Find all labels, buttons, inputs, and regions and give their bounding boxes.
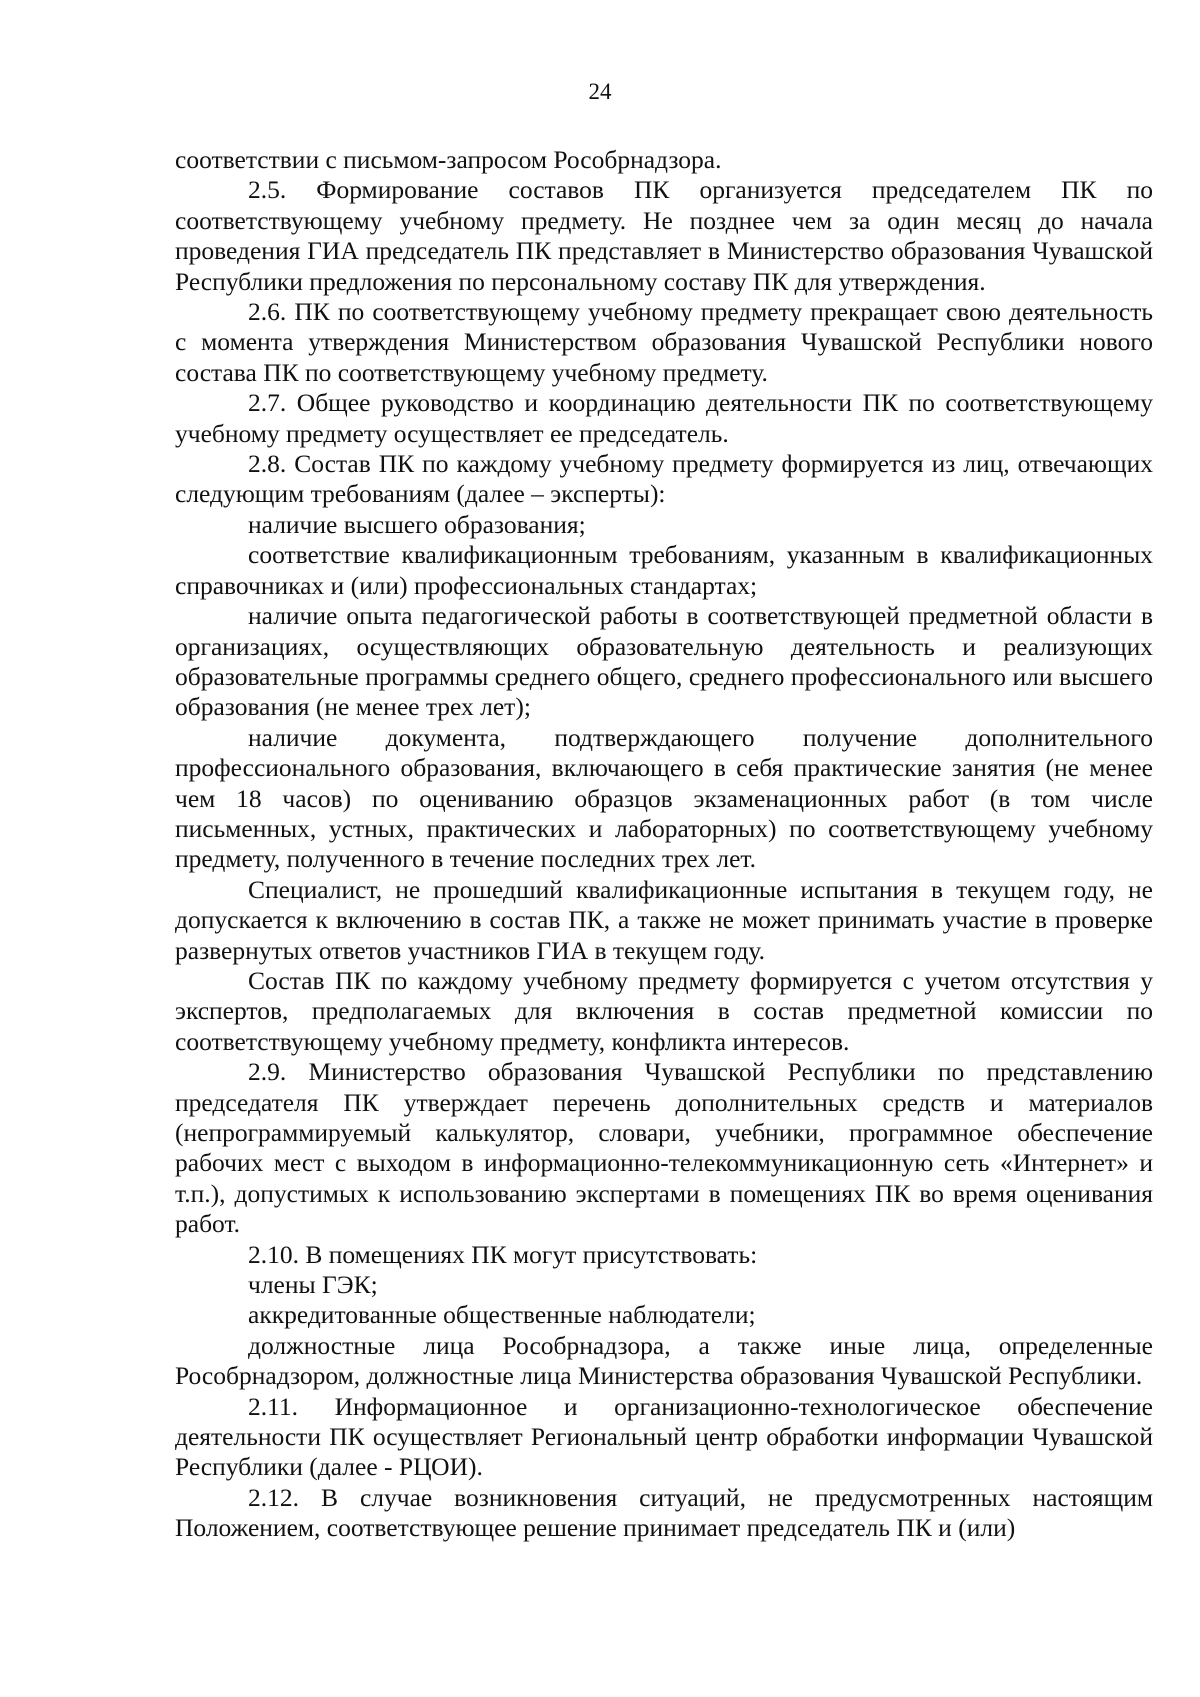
requirement-qualification: соответствие квалификационным требованиям, указанным в квалификационных справочниках и (или) профессиональных стандартах; [175,540,1153,600]
requirement-higher-education: наличие высшего образования; [248,509,586,539]
paragraph-conflict-of-interest: Состав ПК по каждому учебному предмету формируется с учетом отсутствия у экспертов, предполагаемых для включения в состав предметной комиссии по соответствующему учебному предмету, конфликта интересов. [175,965,1153,1056]
attendee-observers: аккредитованные общественные наблюдатели; [248,1300,756,1330]
paragraph-2-7: 2.7. Общее руководство и координацию деятельности ПК по соответствующему учебному предмету осуществляет ее председатель. [175,388,1153,448]
paragraph-specialist-admission: Специалист, не прошедший квалификационные испытания в текущем году, не допускается к включению в состав ПК, а также не может принимать участие в проверке развернутых ответов участников ГИА в текущем году. [175,874,1153,965]
paragraph-2-8: 2.8. Состав ПК по каждому учебному предмету формируется из лиц, отвечающих следующим требованиям (далее – эксперты): [175,449,1153,509]
requirement-teaching-experience: наличие опыта педагогической работы в соответствующей предметной области в организациях, осуществляющих образовательную деятельность и реализующих образовательные программы среднего общего, среднего профессионального или высшего образования (не менее трех лет); [175,601,1153,722]
document-body [175,145,1153,1544]
paragraph-2-5: 2.5. Формирование составов ПК организуется председателем ПК по соответствующему учебному предмету. Не позднее чем за один месяц до начала проведения ГИА председатель ПК представляет в Министерство образования Чувашской Республики предложения по персональному составу ПК для утверждения. [175,175,1153,296]
paragraph-2-9: 2.9. Министерство образования Чувашской Республики по представлению председателя ПК утверждает перечень дополнительных средств и материалов (непрограммируемый калькулятор, словари, учебники, программное обеспечение рабочих мест с выходом в информационно-телекоммуникационную сеть «Интернет» и т.п.), допустимых к использованию экспертами в помещениях ПК во время оценивания работ. [175,1057,1153,1239]
attendee-gek-members: члены ГЭК; [248,1270,378,1300]
page-number: 24 [588,79,612,104]
paragraph-2-11: 2.11. Информационное и организационно-технологическое обеспечение деятельности ПК осуществляет Региональный центр обработки информации Чувашской Республики (далее - РЦОИ). [175,1391,1153,1482]
paragraph-2-12: 2.12. В случае возникновения ситуаций, не предусмотренных настоящим Положением, соответствующее решение принимает председатель ПК и (или) [175,1482,1153,1543]
paragraph-2-6: 2.6. ПК по соответствующему учебному предмету прекращает свою деятельность с момента утверждения Министерством образования Чувашской Республики нового состава ПК по соответствующему учебному предмету. [175,297,1153,387]
attendee-officials: должностные лица Рособрнадзора, а также иные лица, определенные Рособрнадзором, должностные лица Министерства образования Чувашской Республики. [175,1330,1153,1391]
requirement-additional-education: наличие документа, подтверждающего получение дополнительного профессионального образования, включающего в себя практические занятия (не менее чем 18 часов) по оцениванию образцов экзаменационных работ (в том числе письменных, устных, практических и лабораторных) по соответствующему учебному предмету, полученного в течение последних трех лет. [175,722,1153,874]
paragraph-continuation: соответствии с письмом-запросом Рособрнадзора. [175,145,722,174]
paragraph-2-10: 2.10. В помещениях ПК могут присутствовать: [248,1239,758,1269]
